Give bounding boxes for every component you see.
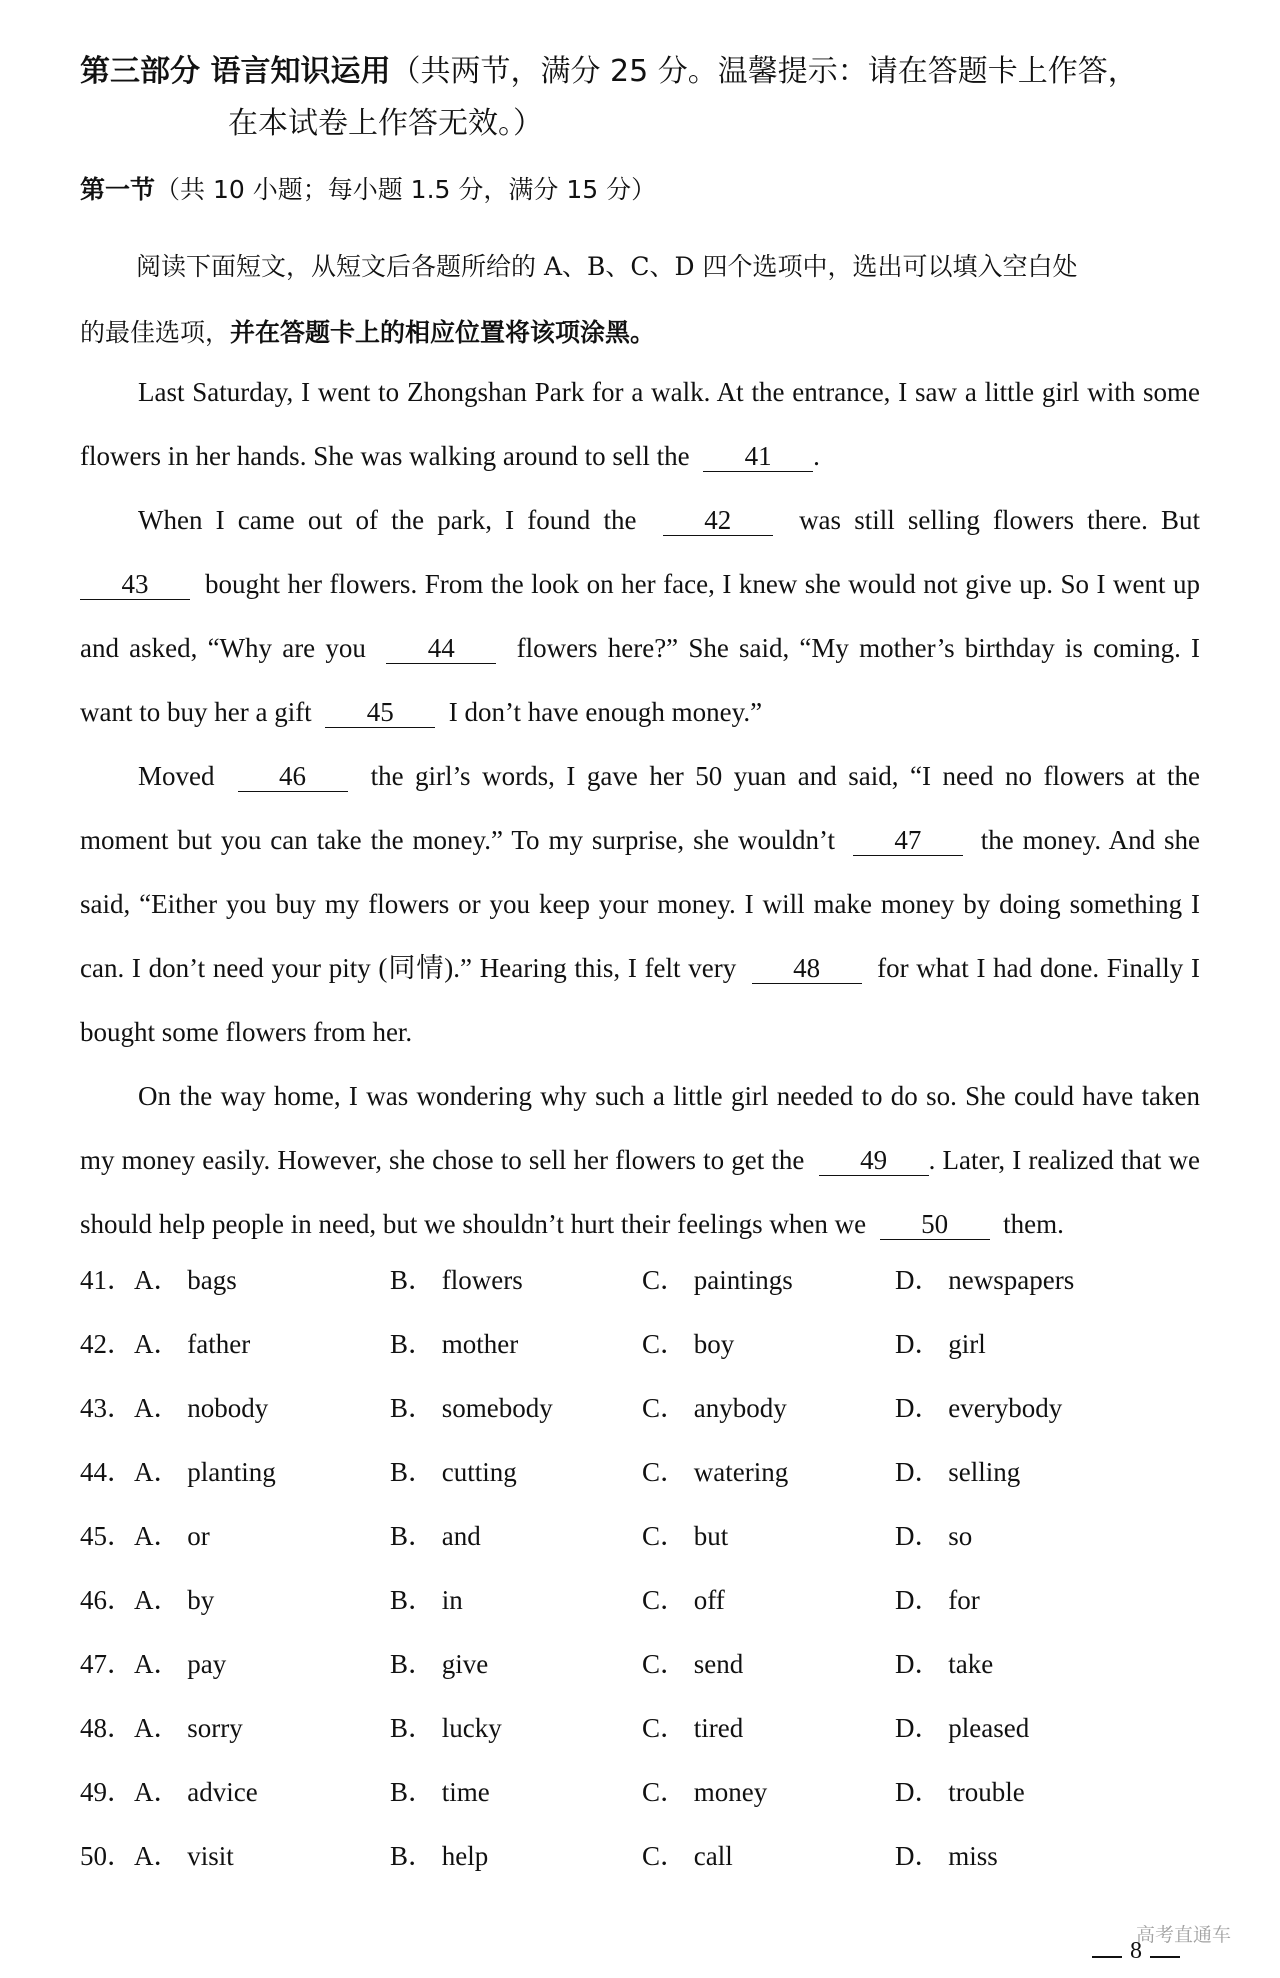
question-number: 45．A． [80, 1521, 181, 1551]
option-c[interactable]: C． off [642, 1585, 725, 1615]
part-note-line2: 在本试卷上作答无效。） [228, 106, 543, 141]
option-b[interactable]: B． in [390, 1585, 463, 1615]
option-a-text: or [187, 1521, 210, 1551]
option-a[interactable] [80, 1834, 234, 1873]
watermark: 高考直通车 [1136, 1924, 1232, 1946]
option-a-text: nobody [187, 1393, 269, 1423]
blank-43: 43 [80, 569, 190, 600]
passage-text: . Later, I realized that we should help people in need, but we shouldn’t hurt their feelings when we [80, 1145, 1200, 1239]
option-a-text: bags [187, 1265, 237, 1295]
passage-text: was still selling flowers there. But [799, 505, 1201, 535]
option-b[interactable]: B． somebody [390, 1393, 553, 1423]
section-note: （共 10 小题；每小题 1.5 分，满分 15 分） [155, 175, 657, 204]
passage-text: I don’t have enough money.” [448, 697, 763, 727]
question-number: 48．A． [80, 1713, 181, 1743]
option-a[interactable] [80, 1386, 268, 1425]
passage-paragraph-3 [80, 744, 1200, 1064]
question-number: 50．A． [80, 1841, 181, 1871]
option-a[interactable] [80, 1322, 250, 1361]
option-b[interactable]: B． lucky [390, 1713, 502, 1743]
question-row-49 [80, 1770, 1200, 1834]
question-number: 42．A． [80, 1329, 181, 1359]
question-row-47 [80, 1642, 1200, 1706]
blank-46: 46 [238, 761, 348, 792]
option-a-text: by [187, 1585, 215, 1615]
cloze-passage [80, 360, 1200, 1256]
option-b[interactable]: B． mother [390, 1329, 519, 1359]
question-number: 47．A． [80, 1649, 181, 1679]
option-a[interactable] [80, 1450, 276, 1489]
passage-text: them. [1003, 1209, 1064, 1239]
passage-text: bought her flowers. From the look on her face, I knew she would not give up. So I went up and asked, “Why are you [80, 569, 1201, 663]
option-d[interactable]: D． trouble [895, 1777, 1025, 1807]
option-d[interactable]: D． take [895, 1649, 994, 1679]
question-row-41 [80, 1258, 1200, 1322]
blank-41: 41 [703, 441, 813, 472]
blank-48: 48 [752, 953, 862, 984]
option-a-text: visit [187, 1841, 234, 1871]
passage-paragraph-2 [80, 488, 1200, 744]
blank-44: 44 [386, 633, 496, 664]
passage-text: Last Saturday, I went to Zhongshan Park for a walk. At the entrance, I saw a little girl with some flowers in her hands. She was walking around to sell the [80, 377, 1200, 471]
option-d[interactable]: D． girl [895, 1329, 986, 1359]
option-c[interactable]: C． call [642, 1841, 733, 1871]
instructions-line2-bold: 并在答题卡上的相应位置将该项涂黑。 [230, 318, 656, 347]
question-number: 44．A． [80, 1457, 181, 1487]
option-a-text: pay [187, 1649, 227, 1679]
question-row-43 [80, 1386, 1200, 1450]
answer-options [80, 1258, 1200, 1898]
passage-text: On the way home, I was wondering why such a little girl needed to do so. She could have taken my money easily. However, she chose to sell her flowers to get the [80, 1081, 1200, 1175]
option-d[interactable]: D． everybody [895, 1393, 1063, 1423]
page-number-rule-right [1150, 1956, 1180, 1958]
option-d[interactable]: D． pleased [895, 1713, 1030, 1743]
option-a-text: planting [187, 1457, 276, 1487]
passage-paragraph-4 [80, 1064, 1200, 1256]
option-c[interactable]: C． but [642, 1521, 729, 1551]
section-heading [80, 170, 656, 206]
option-a-text: father [187, 1329, 251, 1359]
option-a[interactable] [80, 1258, 237, 1297]
passage-text: the girl’s words, I gave her 50 yuan and said, “I need no flowers at the moment but you can take the money.” To my surprise, she wouldn’t [80, 761, 1201, 855]
option-d[interactable]: D． miss [895, 1841, 998, 1871]
passage-text: Moved [138, 761, 215, 791]
section-title: 第一节 [80, 175, 156, 204]
blank-50: 50 [880, 1209, 990, 1240]
option-b[interactable]: B． cutting [390, 1457, 517, 1487]
option-d[interactable]: D． newspapers [895, 1265, 1075, 1295]
passage-paragraph-1 [80, 360, 1200, 488]
part-heading [80, 46, 1220, 150]
option-a-text: advice [187, 1777, 258, 1807]
option-c[interactable]: C． tired [642, 1713, 744, 1743]
instructions-line2-a: 的最佳选项， [80, 318, 231, 347]
option-b[interactable]: B． help [390, 1841, 489, 1871]
question-row-48 [80, 1706, 1200, 1770]
question-number: 49．A． [80, 1777, 181, 1807]
option-d[interactable]: D． selling [895, 1457, 1021, 1487]
option-a-text: sorry [187, 1713, 243, 1743]
question-row-46 [80, 1578, 1200, 1642]
question-row-44 [80, 1450, 1200, 1514]
question-row-50 [80, 1834, 1200, 1898]
question-row-42 [80, 1322, 1200, 1386]
option-c[interactable]: C． paintings [642, 1265, 793, 1295]
option-d[interactable]: D． so [895, 1521, 973, 1551]
option-a[interactable] [80, 1706, 243, 1745]
option-b[interactable]: B． flowers [390, 1265, 523, 1295]
instructions [80, 234, 1200, 366]
question-number: 41．A． [80, 1265, 181, 1295]
passage-text: flowers here?” She said, “My mother’s birthday is coming. I want to buy her a gift [80, 633, 1201, 727]
option-d[interactable]: D． for [895, 1585, 980, 1615]
question-row-45 [80, 1514, 1200, 1578]
page-number: 8 [1130, 1938, 1142, 1964]
page-footer [1090, 1920, 1260, 1970]
passage-text: When I came out of the park, I found the [138, 505, 637, 535]
blank-42: 42 [663, 505, 773, 536]
option-a[interactable] [80, 1770, 258, 1809]
passage-text: . [813, 441, 820, 471]
option-c[interactable]: C． boy [642, 1329, 735, 1359]
option-a[interactable] [80, 1514, 210, 1553]
question-number: 46．A． [80, 1585, 181, 1615]
instructions-line2 [80, 300, 1200, 366]
blank-45: 45 [325, 697, 435, 728]
passage-text: for what I had done. Finally I bought some flowers from her. [80, 953, 1201, 1047]
passage-text: the money. And she said, “Either you buy my flowers or you keep your money. I will make money by doing something I can. I don’t need your pity (同情).” Hearing this, I felt very [80, 825, 1201, 983]
blank-47: 47 [853, 825, 963, 856]
option-c[interactable]: C． send [642, 1649, 744, 1679]
part-title: 第三部分 语言知识运用 [80, 54, 391, 89]
option-a[interactable] [80, 1642, 226, 1681]
instructions-line1: 阅读下面短文，从短文后各题所给的 A、B、C、D 四个选项中，选出可以填入空白处 [136, 252, 1078, 281]
page-number-rule-left [1092, 1956, 1122, 1958]
option-b[interactable]: B． time [390, 1777, 490, 1807]
part-note-line1: （共两节，满分 25 分。温馨提示：请在答题卡上作答， [390, 54, 1138, 89]
option-c[interactable]: C． watering [642, 1457, 789, 1487]
option-b[interactable]: B． give [390, 1649, 489, 1679]
question-number: 43．A． [80, 1393, 181, 1423]
option-c[interactable]: C． anybody [642, 1393, 787, 1423]
option-a[interactable] [80, 1578, 214, 1617]
blank-49: 49 [819, 1145, 929, 1176]
option-b[interactable]: B． and [390, 1521, 481, 1551]
option-c[interactable]: C． money [642, 1777, 768, 1807]
